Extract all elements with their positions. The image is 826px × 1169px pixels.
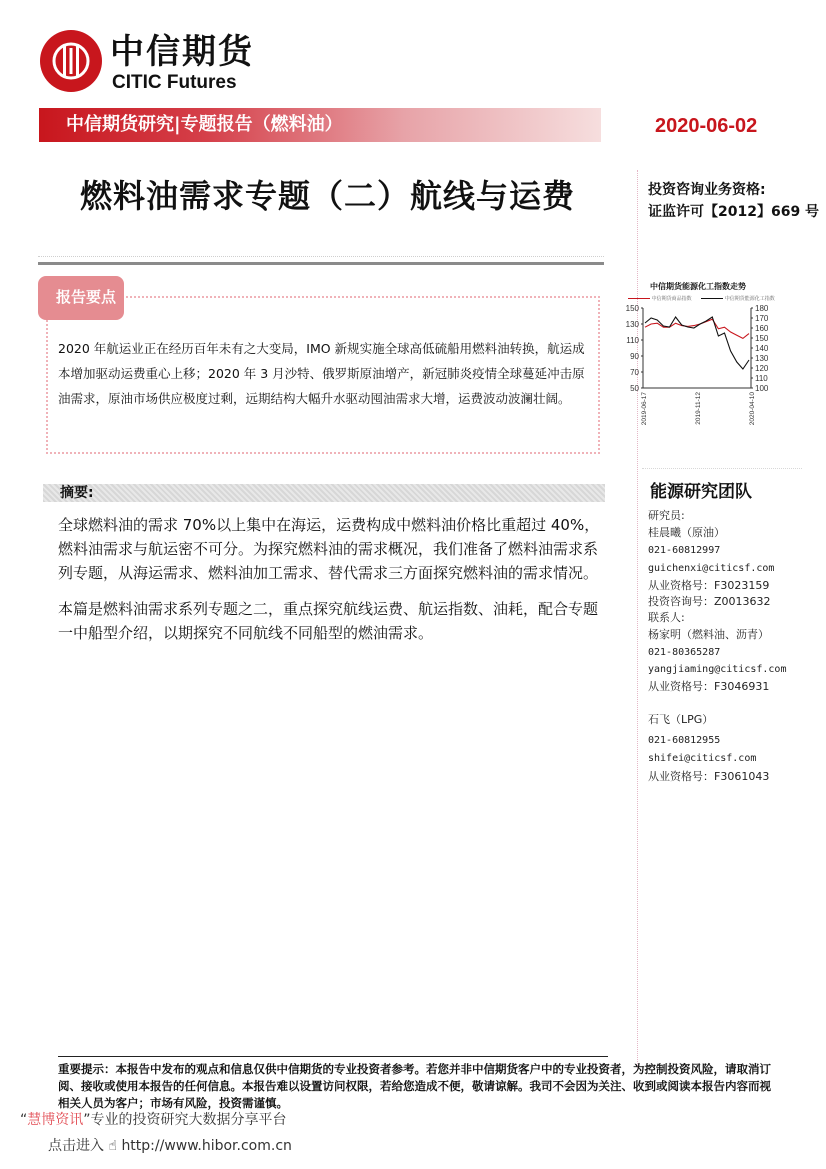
svg-text:130: 130 — [755, 354, 769, 363]
qualification-label: 投资咨询业务资格: — [648, 182, 766, 198]
svg-text:150: 150 — [625, 304, 639, 313]
researcher-license: 从业资格号：F3023159 — [648, 579, 770, 592]
svg-text:2020-04-10: 2020-04-10 — [749, 392, 756, 426]
contact-phone: 021-80365287 — [648, 647, 721, 658]
citic-logo-icon — [40, 30, 102, 92]
hibor-tagline — [20, 1110, 287, 1130]
svg-text:110: 110 — [755, 374, 768, 383]
team-divider — [642, 468, 802, 469]
legend-swatch-black — [701, 298, 723, 299]
contact-name: 石飞（LPG） — [648, 713, 714, 726]
svg-text:160: 160 — [755, 324, 769, 333]
svg-text:180: 180 — [755, 304, 769, 313]
line-chart — [615, 300, 785, 440]
contact-phone: 021-60812955 — [648, 735, 721, 746]
svg-text:150: 150 — [755, 334, 769, 343]
svg-text:130: 130 — [625, 320, 639, 329]
summary-label: 摘要: — [60, 485, 94, 501]
hand-pointer-icon: ☝ — [108, 1138, 117, 1154]
report-date: 2020-06-02 — [655, 115, 758, 137]
logo-en-text: CITIC Futures — [112, 72, 237, 93]
researcher-consult-id: 投资咨询号：Z0013632 — [648, 595, 771, 608]
thick-divider — [38, 262, 604, 265]
key-points-label: 报告要点 — [56, 288, 117, 306]
svg-text:140: 140 — [755, 344, 769, 353]
summary-paragraph: 本篇是燃料油需求系列专题之二，重点探究航线运费、航运指数、油耗，配合专题一中船型介绍，以期探究不同航线不同船型的燃油需求。 — [58, 600, 599, 642]
hibor-url-link[interactable]: http://www.hibor.com.cn — [121, 1138, 292, 1154]
team-title: 能源研究团队 — [650, 482, 752, 502]
contact-license: 从业资格号：F3046931 — [648, 680, 770, 693]
footer-divider — [58, 1056, 608, 1057]
svg-text:2019-11-12: 2019-11-12 — [695, 392, 702, 425]
svg-text:120: 120 — [755, 364, 769, 373]
key-points-text: 2020 年航运业正在经历百年未有之大变局，IMO 新规实施全球高低硫船用燃料油转换，航运成本增加驱动运费重心上移；2020 年 3 月沙特、俄罗斯原油增产，新冠肺炎疫情全球蔓延冲击原油需求，原油市场供应极度过剩，远期结构大幅升水驱动囤油需求大增，运费波动波澜壮阔。 — [58, 341, 585, 406]
legend-label: 中信期货能源化工指数 — [724, 296, 775, 302]
hibor-link-row[interactable] — [48, 1136, 292, 1156]
svg-text:90: 90 — [630, 352, 639, 361]
banner-title: 中信期货研究|专题报告（燃料油） — [66, 114, 343, 135]
hibor-brand: 慧博资讯 — [27, 1112, 84, 1128]
quote-mark: “ — [20, 1112, 28, 1128]
researcher-email[interactable]: guichenxi@citicsf.com — [648, 563, 775, 574]
page-title: 燃料油需求专题（二）航线与运费 — [80, 177, 576, 215]
contact-email[interactable]: shifei@citicsf.com — [648, 753, 757, 764]
quote-mark: ” — [83, 1112, 91, 1128]
researcher-phone: 021-60812997 — [648, 545, 721, 556]
contact-label: 联系人: — [648, 611, 685, 624]
chart-title: 中信期货能源化工指数走势 — [650, 282, 746, 291]
summary-paragraph: 全球燃料油的需求 70%以上集中在海运，运费构成中燃料油价格比重超过 40%，燃料油需求与航运密不可分。为探究燃料油的需求概况，我们准备了燃料油需求系列专题，从海运需求、燃料油加工需求、替代需求三方面探究燃料油的需求情况。 — [58, 516, 600, 582]
contact-license: 从业资格号：F3061043 — [648, 770, 770, 783]
researcher-label: 研究员: — [648, 509, 685, 522]
disclaimer-text: 重要提示：本报告中发布的观点和信息仅供中信期货的专业投资者参考。若您并非中信期货客户中的专业投资者，为控制投资风险，请取消订阅、接收或使用本报告的任何信息。本报告难以设置访问权限，若给您造成不便，敬请谅解。我司不会因为关注、收到或阅读本报告内容而视相关人员为客户；市场有风险，投资需谨慎。 — [58, 1062, 771, 1110]
svg-text:70: 70 — [630, 368, 639, 377]
logo-cn-text: 中信期货 — [110, 32, 254, 72]
svg-text:110: 110 — [626, 336, 639, 345]
svg-text:50: 50 — [630, 384, 639, 393]
qualification-license: 证监许可【2012】669 号 — [648, 204, 820, 220]
researcher-name: 桂晨曦（原油） — [648, 526, 725, 539]
dotted-divider — [38, 256, 604, 257]
legend-swatch-red — [628, 298, 650, 299]
hibor-tagline-text: 专业的投资研究大数据分享平台 — [90, 1112, 287, 1128]
svg-text:2019-06-17: 2019-06-17 — [641, 392, 648, 426]
svg-text:170: 170 — [755, 314, 769, 323]
legend-label: 中信期货商品指数 — [651, 296, 692, 302]
contact-name: 杨家明（燃料油、沥青） — [648, 628, 769, 641]
svg-text:100: 100 — [755, 384, 769, 393]
hibor-enter-label: 点击进入 — [48, 1138, 104, 1154]
contact-email[interactable]: yangjiaming@citicsf.com — [648, 664, 787, 675]
summary-header-bar — [43, 484, 605, 502]
